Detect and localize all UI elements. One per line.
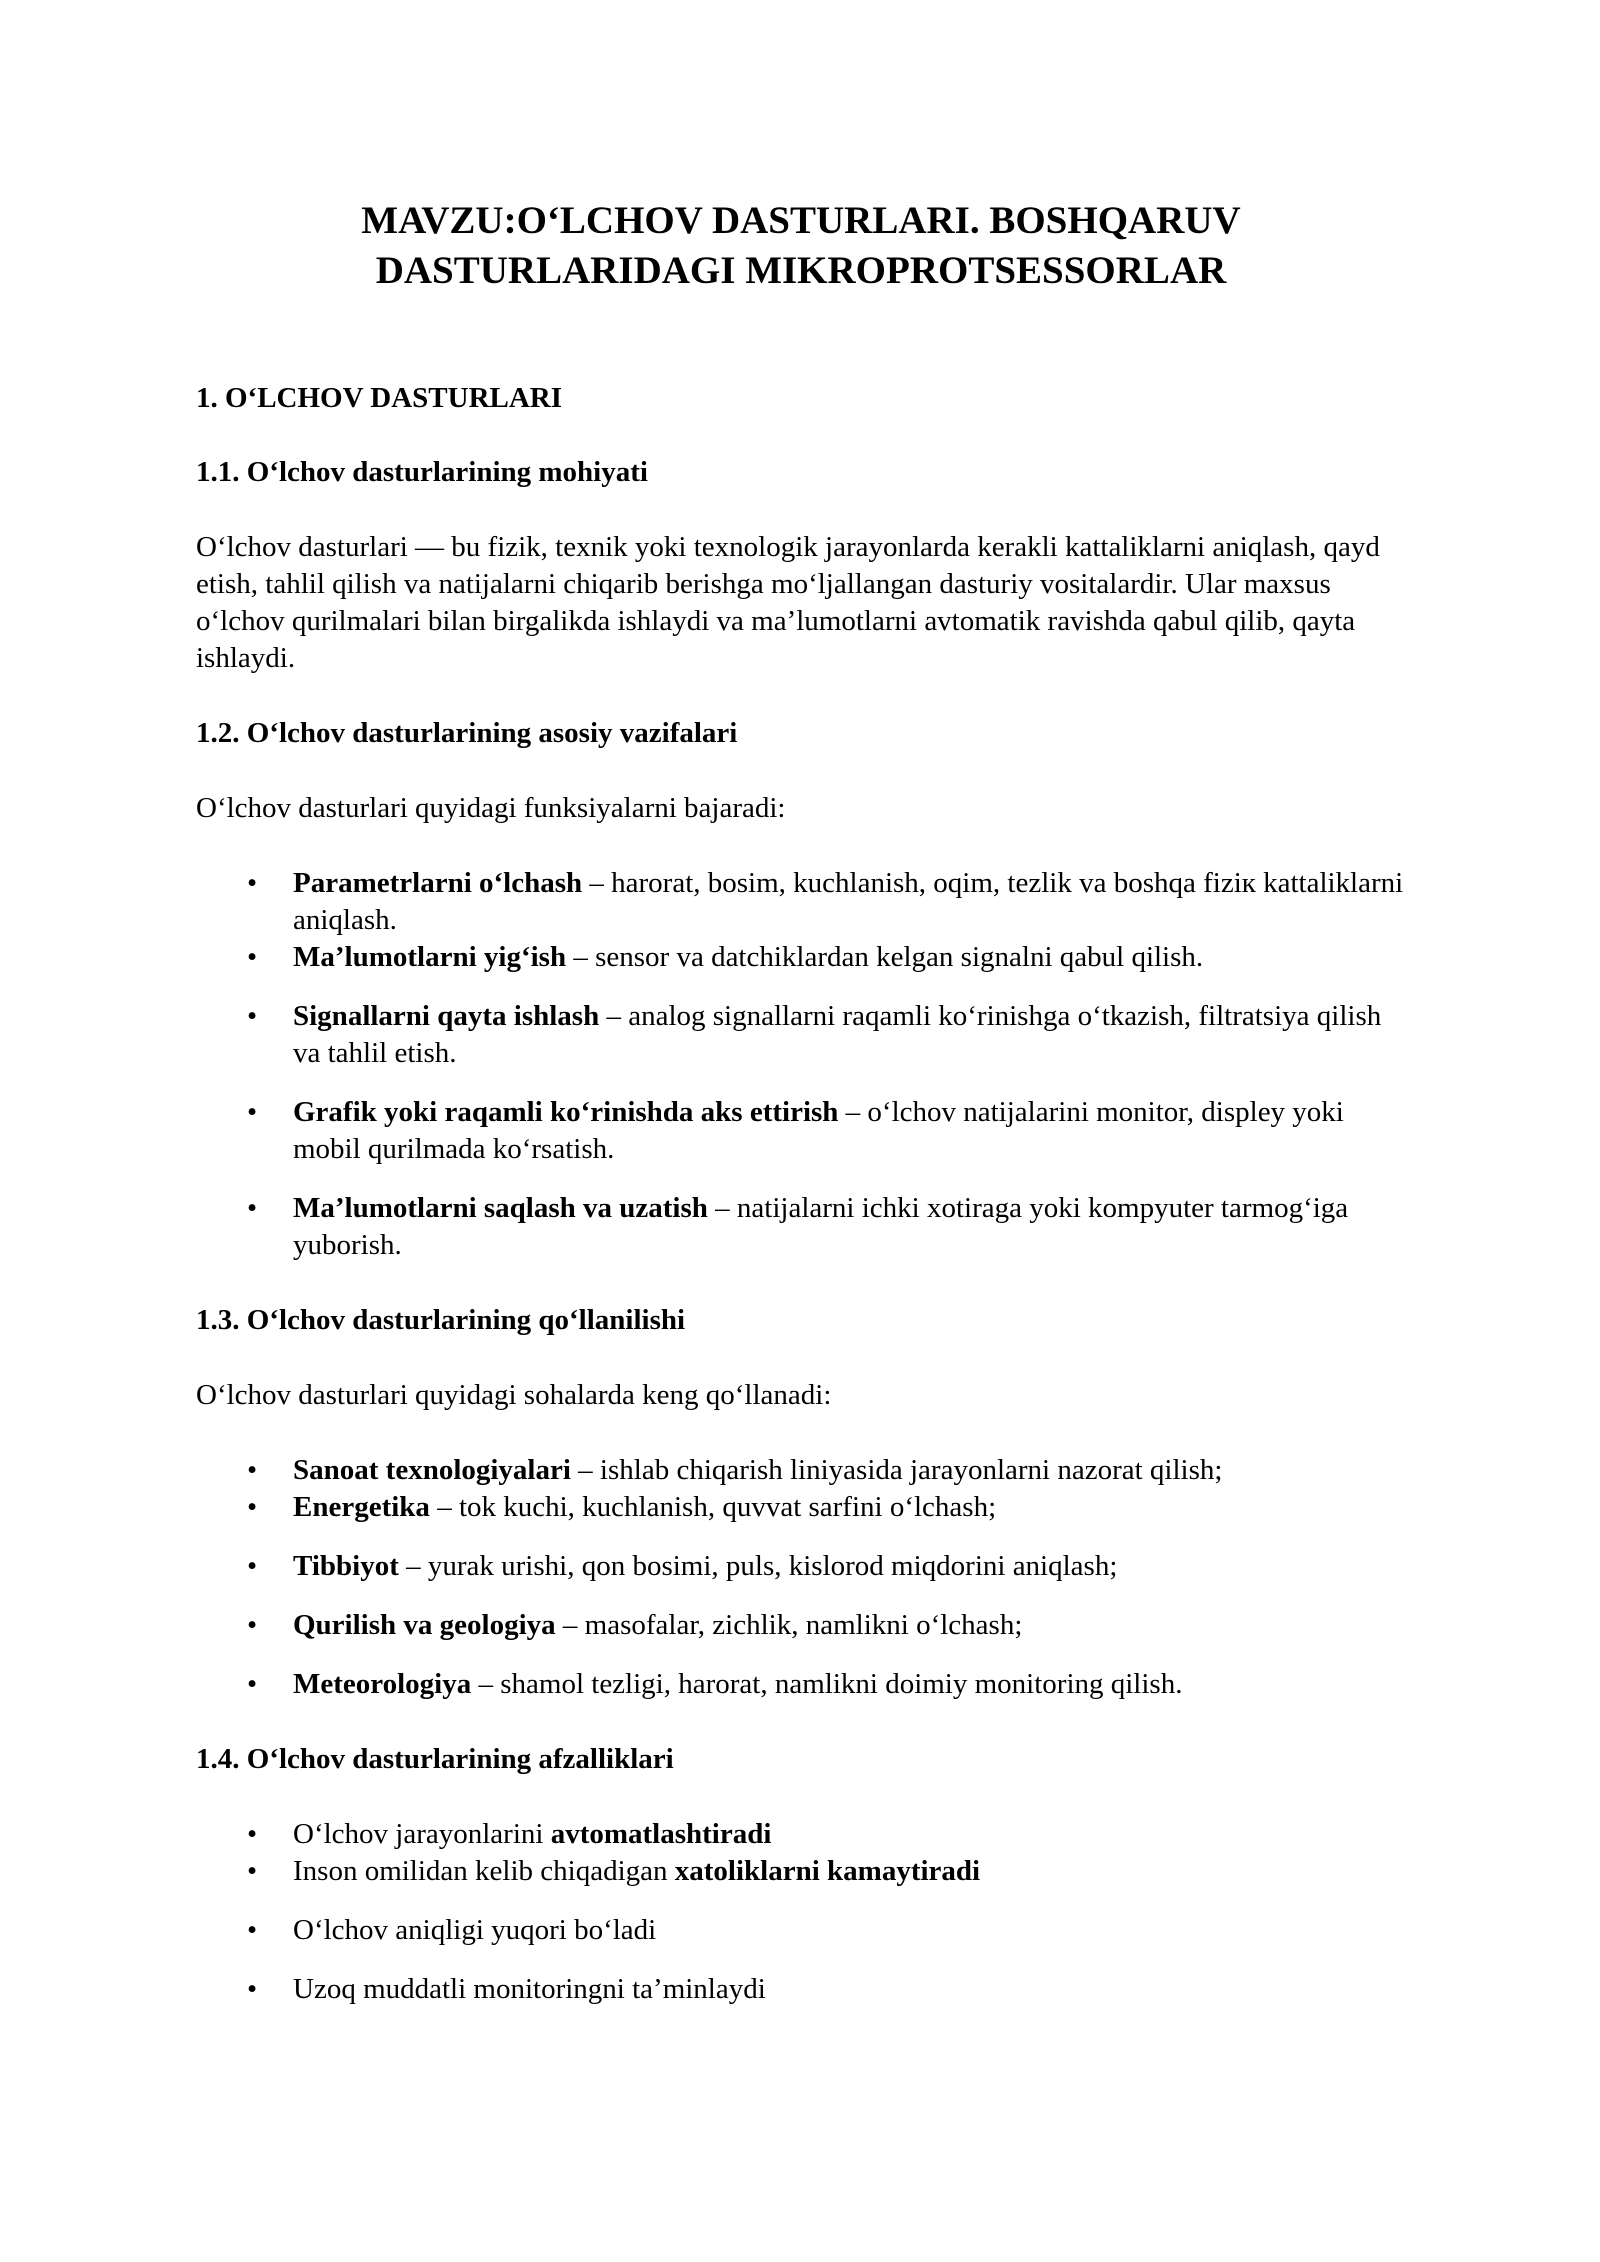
list-item-text: – natijalarni ichki xotiraga yoki kompyuter tarmog‘iga yuborish. xyxy=(293,1192,1349,1261)
list-item-text: Inson omilidan kelib chiqadigan xyxy=(293,1855,675,1887)
list-item xyxy=(196,1666,1406,1703)
list-item-emphasis: avtomatlashtiradi xyxy=(550,1818,772,1850)
list-item-text: Uzoq muddatli monitoringni ta’minlaydi xyxy=(293,1973,766,2005)
list-item xyxy=(196,1094,1406,1168)
document-title xyxy=(196,196,1406,296)
list-item-term: Signallarni qayta ishlash xyxy=(293,1000,600,1032)
list-item xyxy=(196,939,1406,976)
applications-list xyxy=(196,1452,1406,1703)
list-item xyxy=(196,1190,1406,1264)
subsection-heading-1-4: 1.4. O‘lchov dasturlarining afzalliklari xyxy=(196,1743,674,1775)
list-item-text: O‘lchov jarayonlarini xyxy=(293,1818,551,1850)
bullet-icon: • xyxy=(247,1454,258,1486)
list-item-term: Meteorologiya xyxy=(293,1668,472,1700)
section-heading-1: 1. O‘LCHOV DASTURLARI xyxy=(196,382,563,414)
bullet-icon: • xyxy=(247,1491,258,1523)
list-item-text: – o‘lchov natijalarini monitor, displey yoki mobil qurilmada ko‘rsatish. xyxy=(293,1096,1344,1165)
list-item-term: Tibbiyot xyxy=(293,1550,399,1582)
list-item-text: – masofalar, zichlik, namlikni o‘lchash; xyxy=(555,1609,1023,1641)
title-line-1: MAVZU:O‘LCHOV DASTURLARI. BOSHQARUV xyxy=(361,199,1241,242)
list-item-text: – harorat, bosim, kuchlanish, oqim, tezlik va boshqa fiziк kattaliklarni aniqlash. xyxy=(293,867,1404,936)
subsection-heading-1-3: 1.3. O‘lchov dasturlarining qo‘llanilishi xyxy=(196,1304,686,1336)
bullet-icon: • xyxy=(247,1973,258,2005)
list-item xyxy=(196,865,1406,939)
bullet-icon: • xyxy=(247,941,258,973)
list-item-text: – analog signallarni raqamli ko‘rinishga o‘tkazish, filtratsiya qilish va tahlil etish. xyxy=(293,1000,1382,1069)
advantages-list xyxy=(196,1816,1406,2008)
list-item-term: Ma’lumotlarni saqlash va uzatish xyxy=(293,1192,708,1224)
list-item-term: Energetika xyxy=(293,1491,430,1523)
list-item xyxy=(196,1548,1406,1585)
bullet-icon: • xyxy=(247,1855,258,1887)
list-item xyxy=(196,1489,1406,1526)
bullet-icon: • xyxy=(247,1609,258,1641)
subsection-heading-1-2: 1.2. O‘lchov dasturlarining asosiy vazifalari xyxy=(196,717,738,749)
document-page xyxy=(196,196,1406,2008)
bullet-icon: • xyxy=(247,1096,258,1128)
list-item-text: – shamol tezligi, harorat, namlikni doimiy monitoring qilish. xyxy=(471,1668,1183,1700)
list-item xyxy=(196,1912,1406,1949)
paragraph-1-1: O‘lchov dasturlari — bu fizik, texnik yoki texnologik jarayonlarda kerakli kattaliklarni aniqlash, qayd etish, tahlil qilish va natijalarni chiqarib berishga mo‘ljallangan dasturiy vositalardir. Ular maxsus o‘lchov qurilmalari bilan birgalikda ishlaydi va ma’lumotlarni avtomatik ravishda qabul qilib, qayta ishlaydi. xyxy=(196,531,1380,674)
paragraph-1-2-intro: O‘lchov dasturlari quyidagi funksiyalarni bajaradi: xyxy=(196,792,786,824)
list-item-text: O‘lchov aniqligi yuqori bo‘ladi xyxy=(293,1914,657,1946)
functions-list xyxy=(196,865,1406,1264)
subsection-heading-1-1: 1.1. O‘lchov dasturlarining mohiyati xyxy=(196,456,648,488)
list-item xyxy=(196,1607,1406,1644)
list-item-text: – yurak urishi, qon bosimi, puls, kislorod miqdorini aniqlash; xyxy=(398,1550,1118,1582)
list-item xyxy=(196,1452,1406,1489)
list-item-term: Ma’lumotlarni yig‘ish xyxy=(293,941,567,973)
bullet-icon: • xyxy=(247,867,258,899)
list-item-term: Parametrlarni o‘lchash xyxy=(293,867,583,899)
bullet-icon: • xyxy=(247,1550,258,1582)
bullet-icon: • xyxy=(247,1914,258,1946)
bullet-icon: • xyxy=(247,1000,258,1032)
bullet-icon: • xyxy=(247,1818,258,1850)
paragraph-1-3-intro: O‘lchov dasturlari quyidagi sohalarda keng qo‘llanadi: xyxy=(196,1379,832,1411)
list-item-term: Grafik yoki raqamli ko‘rinishda aks ettirish xyxy=(293,1096,839,1128)
list-item-term: Qurilish va geologiya xyxy=(293,1609,556,1641)
title-line-2: DASTURLARIDAGI MIKROPROTSESSORLAR xyxy=(375,249,1227,292)
list-item-term: Sanoat texnologiyalari xyxy=(293,1454,571,1486)
list-item-text: – sensor va datchiklardan kelgan signalni qabul qilish. xyxy=(566,941,1204,973)
list-item-emphasis: xatoliklarni kamaytiradi xyxy=(674,1855,981,1887)
list-item-text: – tok kuchi, kuchlanish, quvvat sarfini o‘lchash; xyxy=(429,1491,997,1523)
list-item xyxy=(196,1971,1406,2008)
list-item xyxy=(196,1816,1406,1853)
list-item xyxy=(196,1853,1406,1890)
list-item xyxy=(196,998,1406,1072)
bullet-icon: • xyxy=(247,1192,258,1224)
bullet-icon: • xyxy=(247,1668,258,1700)
list-item-text: – ishlab chiqarish liniyasida jarayonlarni nazorat qilish; xyxy=(570,1454,1223,1486)
